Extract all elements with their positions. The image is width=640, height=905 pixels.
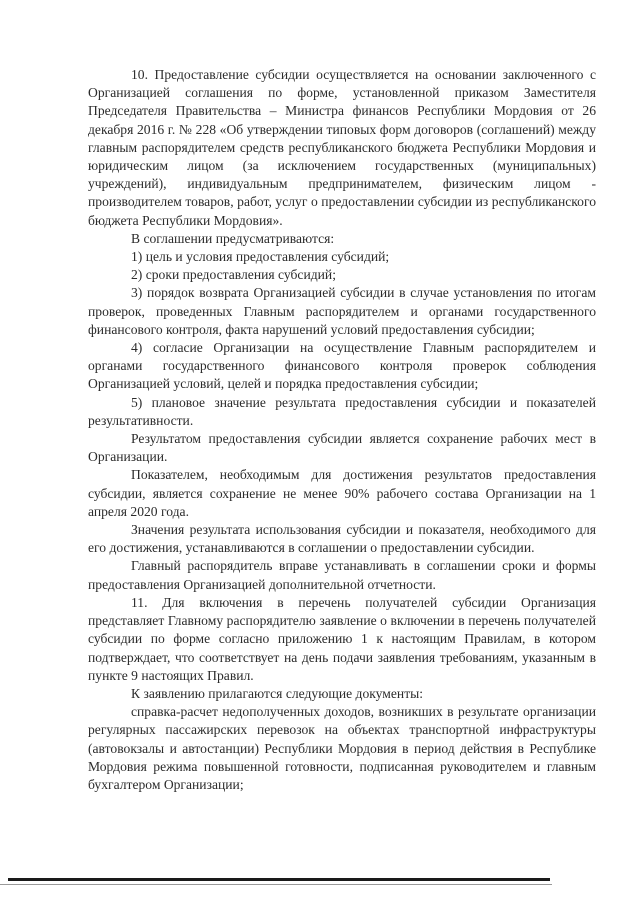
paragraph-additional-reporting: Главный распорядитель вправе устанавливать в соглашении сроки и формы предоставления Организацией дополнительной отчетности. [88, 558, 596, 592]
list-item-terms: 2) сроки предоставления субсидий; [131, 267, 336, 283]
list-item-income-statement: справка-расчет недополученных доходов, возникших в результате организации регулярных пассажирских перевозок на объектах транспортной инфраструктуры (автовокзалы и автостанции) Республики Мордовия в период действия в Республике Мордовия режима повышенной готовности, подписанная руководителем и главным бухгалтером Организации; [88, 704, 596, 792]
paragraph-result-definition: Результатом предоставления субсидии является сохранение рабочих мест в Организации. [88, 431, 596, 465]
document-page [88, 66, 596, 794]
paragraph-agreement-provisions-intro: В соглашении предусматриваются: [131, 230, 335, 246]
list-item-return-procedure: 3) порядок возврата Организацией субсидии в случае установления по итогам проверок, проведенных Главным распорядителем и органами государственного финансового контроля, факта нарушений условий предоставления субсидии; [88, 285, 596, 337]
page-bottom-scan-line [8, 878, 550, 881]
page-bottom-scan-line-faint [0, 884, 552, 885]
paragraph-indicator: Показателем, необходимым для достижения результатов предоставления субсидии, является сохранение не менее 90% рабочего состава Организации на 1 апреля 2020 года. [88, 467, 596, 519]
list-item-consent-to-audit: 4) согласие Организации на осуществление Главным распорядителем и органами государственного финансового контроля проверок соблюдения Организацией условий, целей и порядка предоставления субсидии; [88, 340, 596, 392]
list-item-planned-result: 5) плановое значение результата предоставления субсидии и показателей результативности. [88, 394, 596, 428]
paragraph-10-agreement: 10. Предоставление субсидии осуществляется на основании заключенного с Организацией соглашения по форме, установленной приказом Заместителя Председателя Правительства – Министра финансов Республики Мордовия от 26 декабря 2016 г. № 228 «Об утверждении типовых форм договоров (соглашений) между главным распорядителем средств республиканского бюджета Республики Мордовия и юридическим лицом (за исключением государственных (муниципальных) учреждений), индивидуальным предпринимателем, физическим лицом - производителем товаров, работ, услуг о предоставлении субсидии из республиканского бюджета Республики Мордовия». [88, 67, 596, 228]
paragraph-attached-documents-intro: К заявлению прилагаются следующие документы: [131, 685, 424, 701]
list-item-goal-and-conditions: 1) цель и условия предоставления субсидий; [131, 249, 390, 265]
paragraph-values-in-agreement: Значения результата использования субсидии и показателя, необходимого для его достижения, устанавливаются в соглашении о предоставлении субсидии. [88, 522, 596, 556]
paragraph-11-application: 11. Для включения в перечень получателей субсидии Организация представляет Главному распорядителю заявление о включении в перечень получателей субсидии по форме согласно приложению 1 к настоящим Правилам, в котором подтверждает, что соответствует на день подачи заявления требованиям, указанным в пункте 9 настоящих Правил. [88, 594, 596, 683]
